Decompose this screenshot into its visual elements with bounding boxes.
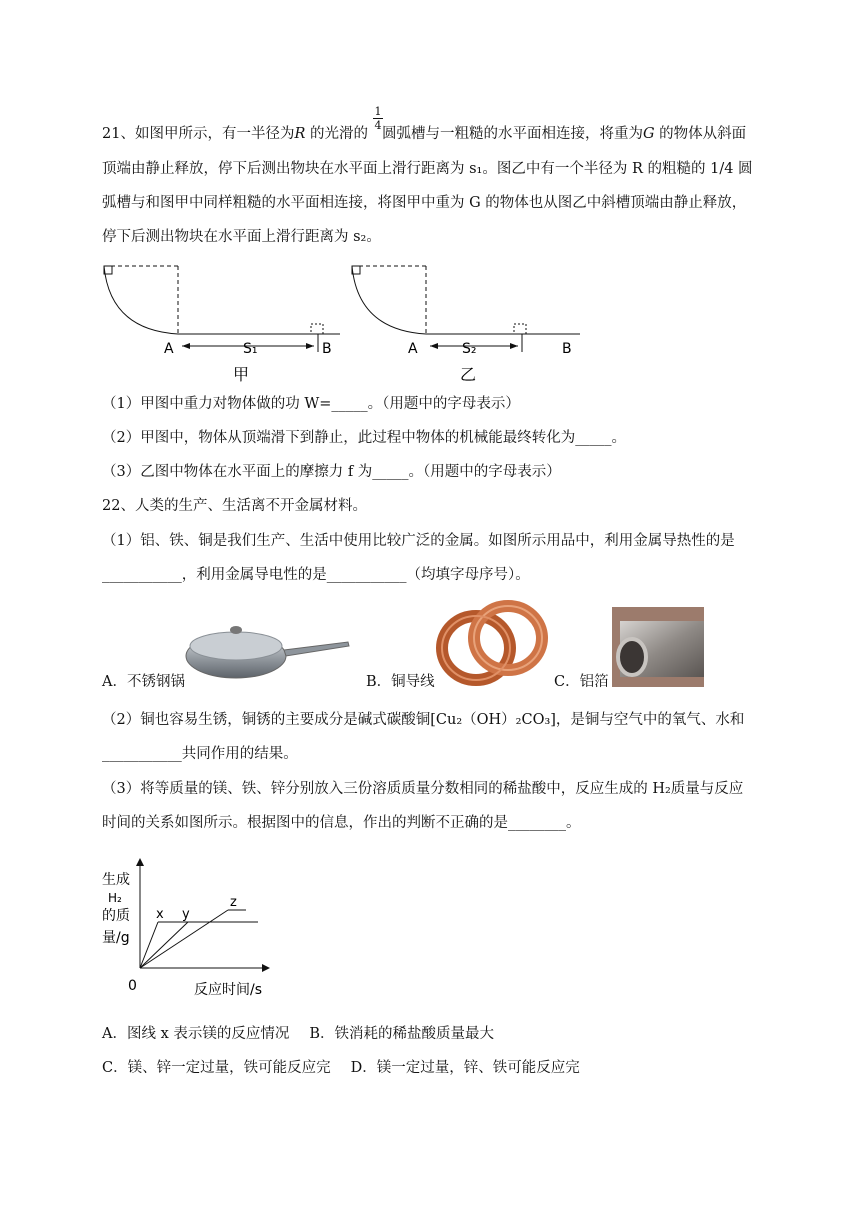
x-axis-arrow	[262, 964, 270, 972]
caption-jia: 甲	[233, 365, 250, 384]
option-b: B．铁消耗的稀盐酸质量最大	[309, 1026, 495, 1042]
q22-p1-line1: （1）铝、铁、铜是我们生产、生活中使用比较广泛的金属。如图所示用品中，利用金属导热性的是	[102, 533, 735, 549]
q21-line4: 停下后测出物块在水平面上滑行距离为 s₂。	[102, 229, 381, 245]
var-G: G	[642, 126, 655, 142]
q22-options-row1	[102, 1024, 494, 1044]
q21-figures	[98, 258, 588, 386]
ylabel-2: H₂	[108, 891, 122, 905]
xlabel: 反应时间/s	[194, 982, 263, 998]
fraction-denominator: 4	[374, 119, 382, 132]
label-A: A	[164, 341, 174, 357]
q22-p2-line2: ___________共同作用的结果。	[102, 746, 298, 762]
label-S2: S₂	[462, 341, 477, 357]
q21-line2: 顶端由静止释放，停下后测出物块在水平面上滑行距离为 s₁。图乙中有一个半径为 R 的粗糙的 1/4 圆	[102, 161, 753, 177]
option-a: A．图线 x 表示镁的反应情况	[102, 1026, 290, 1042]
arrow-left	[430, 343, 438, 349]
option-d: D．镁一定过量，锌、铁可能反应完	[350, 1060, 580, 1076]
item-c-label: C．铝箔	[554, 674, 609, 690]
y-axis-arrow	[136, 858, 144, 866]
origin-label: 0	[128, 978, 137, 994]
q21-sub3: （3）乙图中物体在水平面上的摩擦力 f 为_____。（用题中的字母表示）	[102, 464, 561, 480]
q22-p3-line1: （3）将等质量的镁、铁、锌分别放入三份溶质质量分数相同的稀盐酸中，反应生成的 H₂质量与反应	[102, 781, 744, 797]
q22-options-row2	[102, 1058, 580, 1078]
q21-sub2: （2）甲图中，物体从顶端滑下到静止，此过程中物体的机械能最终转化为_____。	[102, 430, 626, 446]
var-R: R	[294, 126, 306, 142]
arrow-right	[306, 343, 314, 349]
arc-track	[352, 266, 426, 334]
block-end	[514, 324, 526, 334]
q22-p2-line1: （2）铜也容易生锈，铜锈的主要成分是碱式碳酸铜[Cu₂（OH）₂CO₃]，是铜与空气中的氧气、水和	[102, 712, 745, 728]
h2-graph	[98, 856, 288, 1002]
item-b-label: B．铜导线	[366, 674, 435, 690]
series-x-label: x	[156, 907, 164, 922]
q21-text: 圆弧槽与一粗糙的水平面相连接，将重为	[381, 126, 643, 142]
label-B: B	[562, 341, 572, 357]
q22-p1-line2: ___________，利用金属导电性的是___________（均填字母序号）。	[102, 567, 530, 583]
label-S1: S₁	[243, 341, 258, 357]
q21-text: 的物体从斜面	[654, 126, 747, 142]
caption-yi: 乙	[460, 365, 477, 384]
figure-jia	[104, 266, 340, 384]
q21-line1	[102, 124, 746, 144]
q21-line3: 弧槽与和图甲中同样粗糙的水平面相连接，将图甲中重为 G 的物体也从图乙中斜槽顶端由静止释放，	[102, 195, 747, 211]
line-x	[140, 922, 158, 968]
pan-image	[184, 616, 352, 688]
fraction-numerator: 1	[374, 105, 382, 118]
series-z-label: z	[230, 895, 237, 910]
ylabel-1: 生成	[102, 872, 130, 888]
item-a-label: A．不锈钢锅	[102, 674, 185, 690]
q21-text: 的光滑的	[305, 126, 368, 142]
ylabel-4: 量/g	[102, 930, 130, 946]
aluminum-foil-image	[612, 607, 704, 687]
q21-text: 21、如图甲所示，有一半径为	[102, 126, 295, 142]
arrow-left	[182, 343, 190, 349]
copper-wire-image	[436, 598, 548, 690]
line-y	[140, 922, 188, 968]
series-y-label: y	[182, 907, 190, 922]
q22-p3-line2: 时间的关系如图所示。根据图中的信息，作出的判断不正确的是________。	[102, 815, 581, 831]
option-c: C．镁、锌一定过量，铁可能反应完	[102, 1060, 331, 1076]
ylabel-3: 的质	[102, 908, 130, 924]
fraction-quarter	[373, 106, 383, 131]
arrow-right	[510, 343, 518, 349]
block-end	[311, 324, 323, 334]
figure-yi	[352, 266, 580, 384]
q22-title: 22、人类的生产、生活离不开金属材料。	[102, 498, 367, 514]
arc-track	[104, 266, 178, 334]
q21-sub1: （1）甲图中重力对物体做的功 W=_____。（用题中的字母表示）	[102, 396, 520, 412]
label-A: A	[408, 341, 418, 357]
label-B: B	[322, 341, 332, 357]
